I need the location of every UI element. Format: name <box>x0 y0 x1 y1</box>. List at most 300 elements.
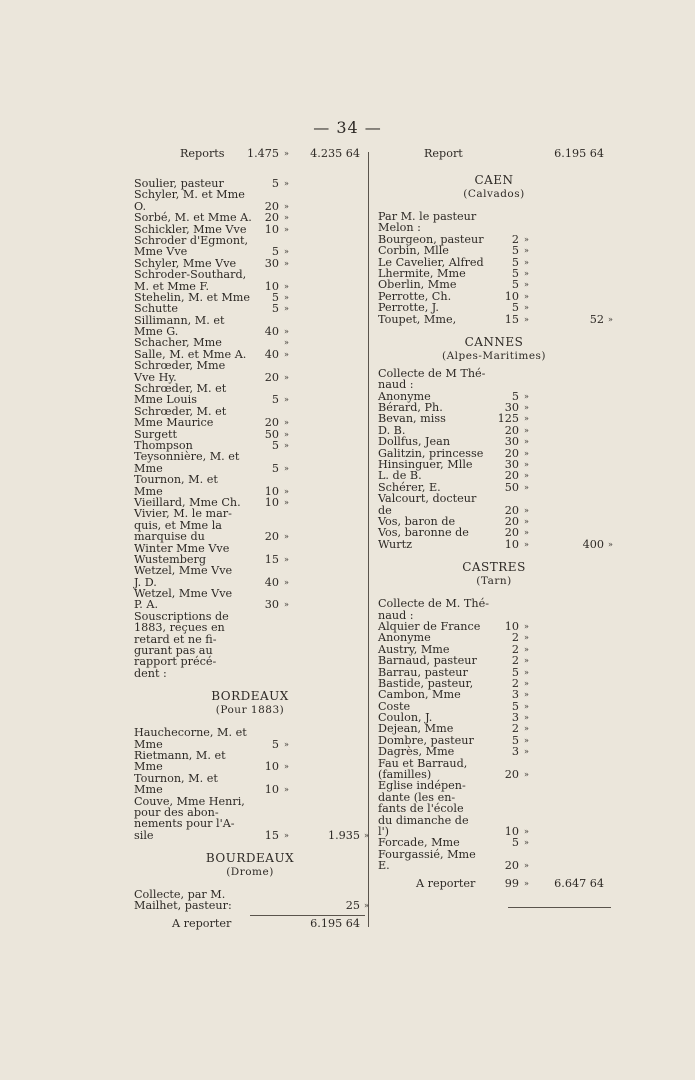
entry-quote: » <box>284 201 289 211</box>
entry-quote: » <box>524 505 529 515</box>
entry-quote: » <box>284 338 289 348</box>
entry-name: Schérer, E. <box>378 480 441 494</box>
entry-amount: 5 <box>271 177 279 190</box>
footer-total: 6.647 64 <box>554 876 604 890</box>
entry-amount: 20 <box>504 469 519 483</box>
entry-quote: » <box>524 528 529 538</box>
entry-name: Perrotte, J. <box>378 301 439 315</box>
entry-quote: » <box>524 770 529 780</box>
entry-row <box>134 474 366 485</box>
entry-quote: » <box>524 268 529 278</box>
entry-name: quis, et Mme la <box>134 518 222 532</box>
entry-name: Bérard, Ph. <box>378 401 443 415</box>
entry-amount: 20 <box>504 526 519 540</box>
caen-entries-list <box>378 210 613 326</box>
entry-name: Le Cavelier, Alfred <box>378 255 484 269</box>
entry-amount: 20 <box>264 416 279 430</box>
section-total-quote: » <box>608 314 613 324</box>
entry-amount: 30 <box>504 458 519 472</box>
entry-name: Coste <box>378 699 411 713</box>
column-divider <box>368 152 369 927</box>
entry-name: Schutte <box>134 302 178 316</box>
entry-quote: » <box>284 247 289 257</box>
entry-name: l') <box>378 824 390 838</box>
entry-name: Valcourt, docteur <box>378 492 477 506</box>
entry-row <box>378 632 610 643</box>
entry-amount: 15 <box>264 552 279 566</box>
entry-row <box>134 189 366 200</box>
entry-name: Cambon, Mme <box>378 688 461 702</box>
right-total-rule <box>508 907 611 908</box>
header-total: 6.195 64 <box>554 147 604 160</box>
entry-amount: 5 <box>511 699 519 713</box>
entry-name: Vivier, M. le mar- <box>134 507 232 521</box>
left-entries-list <box>134 178 366 679</box>
entry-amount: 30 <box>264 598 279 612</box>
entry-quote: » <box>524 678 529 688</box>
entry-name: Vve Hy. <box>134 370 177 384</box>
entry-quote: » <box>284 577 289 587</box>
right-header-row <box>378 148 610 168</box>
entry-quote: » <box>524 471 529 481</box>
section-total: 52 <box>589 312 604 326</box>
entry-amount: 20 <box>504 514 519 528</box>
entry-name: (familles) <box>378 768 432 782</box>
entry-name: Salle, M. et Mme A. <box>134 347 247 361</box>
entry-quote: » <box>524 621 529 631</box>
entry-name: Mme Vve <box>134 245 188 259</box>
entry-amount: 5 <box>271 302 279 316</box>
entry-amount: 3 <box>511 745 519 759</box>
entry-name: Schyler, Mme Vve <box>134 256 237 270</box>
entry-row <box>134 269 366 280</box>
entry-name: Sillimann, M. et <box>134 313 225 327</box>
entry-name: 1883, reçues en <box>134 621 225 635</box>
entry-amount: 5 <box>511 665 519 679</box>
entry-quote: » <box>524 234 529 244</box>
entry-quote: » <box>284 785 289 795</box>
entry-amount: 40 <box>264 325 279 339</box>
entry-name: Mme <box>134 783 163 797</box>
section-total-quote: » <box>364 901 369 911</box>
entry-row <box>134 360 366 371</box>
entry-amount: 10 <box>264 484 279 498</box>
entry-name: Lhermite, Mme <box>378 266 466 280</box>
entry-name: D. B. <box>378 423 406 437</box>
bourdeaux-entries-list <box>134 888 369 913</box>
entry-quote: » <box>284 532 289 542</box>
footer-label: A reporter <box>416 876 476 890</box>
entry-name: Mme <box>134 484 163 498</box>
entry-row <box>134 212 366 223</box>
entry-name: Bourgeon, pasteur <box>378 232 484 246</box>
entry-quote: » <box>284 600 289 610</box>
entry-quote: » <box>524 291 529 301</box>
entry-row <box>134 656 366 667</box>
section-title: CANNES <box>464 334 524 349</box>
entry-amount: 20 <box>264 199 279 213</box>
entry-amount: 5 <box>511 836 519 850</box>
entry-name: sile <box>134 828 154 842</box>
entry-row <box>134 727 366 738</box>
entry-row <box>378 815 610 826</box>
entry-quote: » <box>284 292 289 302</box>
entry-row <box>378 379 610 390</box>
entry-name: O. <box>134 199 147 213</box>
entry-amount: 20 <box>504 859 519 873</box>
entry-name: Corbin, Mlle <box>378 244 449 258</box>
entry-name: Fau et Barraud, <box>378 756 468 770</box>
entry-name: Collecte de M Thé- <box>378 366 486 380</box>
entry-amount: 30 <box>504 435 519 449</box>
entry-quote: » <box>524 826 529 836</box>
entry-name: marquise du <box>134 530 205 544</box>
entry-name: Tournon, M. et <box>134 473 218 487</box>
entry-row <box>378 655 610 666</box>
entry-quote: » <box>524 838 529 848</box>
entry-name: P. A. <box>134 598 159 612</box>
entry-name: Schroder-Southard, <box>134 268 247 282</box>
entry-name: rapport précé- <box>134 655 217 669</box>
entry-quote: » <box>524 516 529 526</box>
entry-quote: » <box>524 425 529 435</box>
entry-amount: 2 <box>511 722 519 736</box>
header-value: 1.475 <box>246 147 279 160</box>
entry-quote: » <box>524 735 529 745</box>
entry-name: J. D. <box>134 575 157 589</box>
footer-label: A reporter <box>172 916 232 930</box>
entry-quote: » <box>284 349 289 359</box>
entry-amount: 50 <box>264 427 279 441</box>
section-total-quote: » <box>364 830 369 840</box>
entry-quote: » <box>524 747 529 757</box>
entry-quote: » <box>284 463 289 473</box>
entry-amount: 40 <box>264 347 279 361</box>
entry-name: Schyler, M. et Mme <box>134 188 245 202</box>
entry-name: Wetzel, Mme Vve <box>134 564 233 578</box>
entry-quote: » <box>284 213 289 223</box>
entry-quote: » <box>524 280 529 290</box>
entry-name: Oberlin, Mme <box>378 278 457 292</box>
entry-quote: » <box>284 327 289 337</box>
entry-name: Perrotte, Ch. <box>378 289 452 303</box>
entry-amount: 10 <box>264 495 279 509</box>
entry-amount: 2 <box>511 654 519 668</box>
entry-name: Bevan, miss <box>378 412 446 426</box>
entry-row <box>134 784 366 795</box>
entry-amount: 5 <box>511 733 519 747</box>
entry-amount: 5 <box>511 244 519 258</box>
footer-total: 6.195 64 <box>310 916 360 930</box>
entry-name: Schrœder, M. et <box>134 382 227 396</box>
entry-amount: 2 <box>511 642 519 656</box>
entry-name: Schrœder, Mme <box>134 359 226 373</box>
entry-quote: » <box>524 656 529 666</box>
entry-amount: 10 <box>264 222 279 236</box>
entry-name: Schacher, Mme <box>134 336 222 350</box>
spacer <box>134 679 366 689</box>
entry-row <box>134 531 366 542</box>
entry-name: Schroder d'Egmont, <box>134 233 249 247</box>
entry-quote: » <box>524 644 529 654</box>
spacer <box>378 550 610 560</box>
entry-name: Par M. le pasteur <box>378 210 477 223</box>
entry-amount: 125 <box>497 412 519 426</box>
section-subtitle: (Tarn) <box>476 575 512 588</box>
spacer <box>134 841 366 851</box>
entry-row <box>134 828 369 842</box>
entry-name: Hinsinguer, Mlle <box>378 458 473 472</box>
entry-name: Mme Louis <box>134 393 197 407</box>
entry-name: Forcade, Mme <box>378 836 460 850</box>
entry-name: Dagrès, Mme <box>378 745 455 759</box>
entry-name: Winter Mme Vve <box>134 541 230 555</box>
entry-quote: » <box>284 830 289 840</box>
entry-quote: » <box>524 861 529 871</box>
entry-amount: 5 <box>271 737 279 751</box>
entry-name: Mailhet, pasteur: <box>134 899 232 913</box>
entry-amount: 10 <box>504 537 519 551</box>
entry-quote: » <box>284 179 289 188</box>
left-header-row <box>134 148 366 168</box>
entry-name: de <box>378 503 392 517</box>
entry-quote: » <box>284 281 289 291</box>
entry-amount: 2 <box>511 631 519 645</box>
entry-amount: 30 <box>504 401 519 415</box>
entry-amount: 10 <box>504 289 519 303</box>
footer-value: 99 <box>504 876 519 890</box>
entry-row <box>134 417 366 428</box>
entry-row <box>134 899 369 913</box>
entry-row <box>378 527 610 538</box>
entry-name: retard et ne fi- <box>134 632 217 646</box>
section-subtitle: (Pour 1883) <box>215 704 285 717</box>
entry-amount: 5 <box>511 255 519 269</box>
entry-name: L. de B. <box>378 469 422 483</box>
entry-name: Sorbé, M. et Mme A. <box>134 211 252 225</box>
entry-row <box>378 849 610 860</box>
entry-row <box>134 565 366 576</box>
entry-amount: 20 <box>504 768 519 782</box>
entry-amount: 30 <box>264 256 279 270</box>
entry-name: fants de l'école <box>378 802 464 816</box>
entry-quote: » <box>524 257 529 267</box>
entry-name: dent : <box>134 666 167 680</box>
entry-name: Fourgassié, Mme <box>378 847 476 861</box>
entry-name: E. <box>378 859 390 873</box>
entry-amount: 5 <box>271 393 279 407</box>
entry-row <box>134 588 366 599</box>
entry-name: Alquier de France <box>378 619 481 633</box>
entry-quote: » <box>524 437 529 447</box>
entry-quote: » <box>524 539 529 549</box>
entry-name: Wurtz <box>378 537 412 551</box>
entry-name: Wetzel, Mme Vve <box>134 587 233 601</box>
entry-name: Surgett <box>134 427 177 441</box>
entry-amount: 10 <box>504 619 519 633</box>
entry-name: Vos, baronne de <box>378 526 469 540</box>
entry-name: Tournon, M. et <box>134 771 218 785</box>
entry-name: Collecte de M. Thé- <box>378 597 489 611</box>
entry-row <box>378 302 610 313</box>
entry-name: M. et Mme F. <box>134 279 210 293</box>
entry-amount: 20 <box>504 503 519 517</box>
entry-amount: 5 <box>271 438 279 452</box>
entry-name: Schrœder, M. et <box>134 404 227 418</box>
entry-amount: 5 <box>271 290 279 304</box>
entry-name: Galitzin, princesse <box>378 446 484 460</box>
header-quote: » <box>284 149 289 158</box>
entry-quote: » <box>524 690 529 700</box>
entry-amount: 50 <box>504 480 519 494</box>
entry-name: Soulier, pasteur <box>134 177 224 190</box>
entry-row <box>378 860 610 871</box>
entry-name: naud : <box>378 608 414 622</box>
entry-name: nements pour l'A- <box>134 817 235 831</box>
section-subtitle: (Drome) <box>226 866 274 879</box>
entry-row <box>134 750 366 761</box>
entry-row <box>378 537 613 551</box>
entry-quote: » <box>284 762 289 772</box>
entry-amount: 2 <box>511 676 519 690</box>
entry-quote: » <box>524 246 529 256</box>
entry-name: Schickler, Mme Vve <box>134 222 247 236</box>
entry-row <box>378 803 610 814</box>
cannes-entries-list <box>378 366 613 551</box>
entry-name: Anonyme <box>378 631 431 645</box>
entry-amount: 2 <box>511 232 519 246</box>
entry-quote: » <box>524 303 529 313</box>
entry-amount: 5 <box>511 301 519 315</box>
entry-row <box>378 598 610 609</box>
entry-name: Bastide, pasteur, <box>378 676 474 690</box>
entry-row <box>134 818 366 829</box>
entry-amount: 5 <box>511 278 519 292</box>
left-column <box>134 147 369 934</box>
entry-quote: » <box>524 448 529 458</box>
entry-name: Wustemberg <box>134 552 207 566</box>
entry-amount: 3 <box>511 688 519 702</box>
entry-quote: » <box>284 224 289 234</box>
header-label: Reports <box>180 147 225 160</box>
bordeaux-entries-list <box>134 726 369 842</box>
entry-name: Mme Maurice <box>134 416 214 430</box>
entry-quote: » <box>284 739 289 749</box>
entry-row <box>378 245 610 256</box>
entry-row <box>378 436 610 447</box>
footer-quote: » <box>524 878 529 888</box>
page-number: — 34 — <box>313 118 382 137</box>
section-title: CASTRES <box>462 560 526 575</box>
entry-quote: » <box>524 724 529 734</box>
entry-name: Mme <box>134 760 163 774</box>
entry-name: Collecte, par M. <box>134 888 226 902</box>
header-total: 4.235 64 <box>310 147 360 160</box>
entry-name: Couve, Mme Henri, <box>134 794 245 808</box>
entry-name: Mme <box>134 461 163 475</box>
entry-amount: 5 <box>271 461 279 475</box>
entry-name: Souscriptions de <box>134 609 229 623</box>
entry-row <box>134 303 366 314</box>
section-total: 1.935 <box>327 828 360 842</box>
entry-amount: 20 <box>264 370 279 384</box>
entry-quote: » <box>524 460 529 470</box>
entry-quote: » <box>524 713 529 723</box>
section-total-quote: » <box>608 539 613 549</box>
entry-quote: » <box>524 314 529 324</box>
entry-quote: » <box>524 667 529 677</box>
entry-row <box>134 508 366 519</box>
entry-name: Barnaud, pasteur <box>378 654 477 668</box>
right-footer-row <box>378 878 610 894</box>
entry-quote: » <box>524 633 529 643</box>
entry-name: Coulon, J. <box>378 711 433 725</box>
entry-name: Dejean, Mme <box>378 722 454 736</box>
entry-row <box>134 668 366 679</box>
left-footer-row <box>134 918 366 934</box>
entry-name: Stehelin, M. et Mme <box>134 290 251 304</box>
right-column <box>378 147 613 894</box>
entry-name: Vieillard, Mme Ch. <box>134 495 241 509</box>
entry-amount: 20 <box>264 530 279 544</box>
entry-row <box>378 413 610 424</box>
entry-name: Rietmann, M. et <box>134 748 226 762</box>
entry-quote: » <box>284 372 289 382</box>
entry-row <box>134 451 366 462</box>
entry-row <box>378 493 610 504</box>
entry-row <box>134 773 366 784</box>
entry-amount: 5 <box>271 245 279 259</box>
entry-quote: » <box>284 440 289 450</box>
entry-name: Eglise indépen- <box>378 779 466 793</box>
entry-row <box>378 746 610 757</box>
entry-quote: » <box>524 414 529 424</box>
castres-entries-list <box>378 598 610 871</box>
entry-name: Mme G. <box>134 325 179 339</box>
entry-quote: » <box>284 258 289 268</box>
entry-name: naud : <box>378 378 414 392</box>
entry-amount: 10 <box>504 824 519 838</box>
section-total: 400 <box>582 537 604 551</box>
entry-amount: 5 <box>511 266 519 280</box>
section-total: 25 <box>345 899 360 913</box>
entry-amount: 10 <box>264 279 279 293</box>
entry-amount: 10 <box>264 783 279 797</box>
entry-name: gurant pas au <box>134 644 213 658</box>
entry-name: dante (les en- <box>378 790 456 804</box>
entry-name: Toupet, Mme, <box>378 312 457 326</box>
entry-amount: 15 <box>264 828 279 842</box>
entry-row <box>378 689 610 700</box>
entry-name: Austry, Mme <box>378 642 450 656</box>
entry-quote: » <box>524 403 529 413</box>
entry-amount: 20 <box>264 211 279 225</box>
entry-name: du dimanche de <box>378 813 469 827</box>
entry-name: Dombre, pasteur <box>378 733 474 747</box>
entry-amount: 40 <box>264 575 279 589</box>
entry-amount: 15 <box>504 312 519 326</box>
section-title: BOURDEAUX <box>205 851 295 866</box>
entry-name: Teysonnière, M. et <box>134 450 240 464</box>
entry-name: Anonyme <box>378 389 431 403</box>
header-label: Report <box>424 147 463 160</box>
entry-name: Melon : <box>378 221 421 235</box>
entry-row <box>134 622 366 633</box>
entry-name: Barrau, pasteur <box>378 665 468 679</box>
entry-quote: » <box>284 497 289 507</box>
entry-quote: » <box>284 395 289 405</box>
section-title: BORDEAUX <box>211 689 289 704</box>
